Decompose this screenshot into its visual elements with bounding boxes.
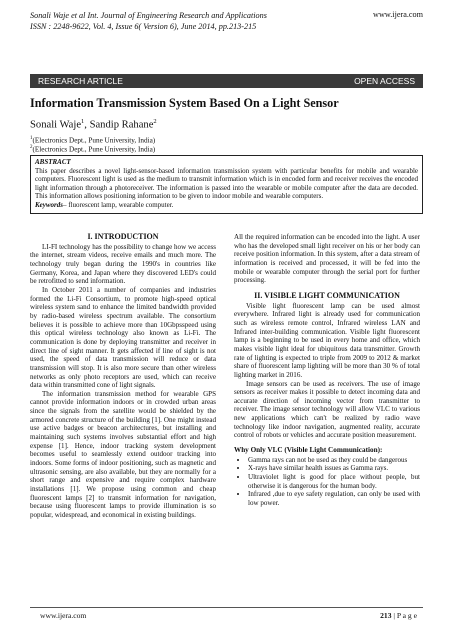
list-item: • Gamma rays can not be used as they could be dangerous <box>248 456 420 465</box>
keywords-text: – fluorescent lamp, wearable computer. <box>63 200 174 209</box>
abstract-text: This paper describes a novel light-sensor-based information transmission system with particular benefits for mobile and wearable computers. Fluorescent light is used as the medium to transmit information which is in encoded form and receiver receives the encoded light information through a photoreceiver. The information is passed into the wearable or mobile computer after the data are decoded. This information allows positioning information to be given to indoor mobile and wearable computers. <box>35 166 418 201</box>
affiliation-superscript: 1 <box>30 136 33 141</box>
journal-line: Sonali Waje et al Int. Journal of Engineering Research and Applications <box>30 11 267 20</box>
subheading-why-vlc: Why Only VLC (Visible Light Communication): <box>234 446 383 455</box>
left-column <box>30 233 216 520</box>
affiliation-text: (Electronics Dept., Pune University, India) <box>32 145 156 154</box>
section-heading-vlc: II. VISIBLE LIGHT COMMUNICATION <box>254 290 400 300</box>
keywords-label: Keywords <box>35 200 63 209</box>
paragraph: Visible light fluorescent lamp can be used almost everywhere. Infrared light is already used for communication such as wireless remote control, Infrared wireless LAN and Infrared inter-building communication. Visible light fluorescent lamp is a beginning to be used in every home and office, which makes visible light ideal for ubiquitous data transmitter. Growth rate of lighting is expected to triple from 2009 to 2012 & market share of fluorescent lamp lighting will be more than 30 % of total lighting market in 2016. <box>234 301 420 379</box>
author-superscript: 1 <box>81 118 85 125</box>
keywords-line <box>35 201 418 210</box>
list-item: • Ultraviolet light is good for place without people, but otherwise it is dangerous for the human body. <box>248 473 420 490</box>
author-name: Sonali Waje <box>30 119 82 131</box>
footer-website: www.ijera.com <box>40 611 87 620</box>
list-item: • Infrared ,due to eye safety regulation, can only be used with low power. <box>248 490 420 507</box>
research-article-label: RESEARCH ARTICLE <box>38 76 123 86</box>
footer-page <box>380 611 417 620</box>
right-column <box>234 233 420 508</box>
abstract-box <box>30 155 423 214</box>
journal-header <box>30 10 267 32</box>
list-item: • X-rays have similar health issues as Gamma rays. <box>248 464 420 473</box>
affiliation-2 <box>30 143 155 154</box>
page-number: 213 <box>380 611 392 620</box>
header-website: www.ijera.com <box>373 10 423 19</box>
author-name: , Sandip Rahane <box>84 119 154 131</box>
paper-title: Information Transmission System Based On a Light Sensor <box>30 96 339 110</box>
open-access-label: OPEN ACCESS <box>354 76 415 86</box>
paragraph: LI-FI technology has the possibility to change how we access the internet, stream videos, receive emails and much more. The technology truly began during the 1990's in countries like Germany, Korea, and Japan where they discovered LED's could be retrofitted to send information. <box>30 242 216 286</box>
abstract-heading: ABSTRACT <box>35 158 71 166</box>
authors <box>30 118 157 131</box>
author-superscript: 2 <box>153 118 157 125</box>
footer-rule <box>30 607 423 608</box>
section-heading-introduction: I. INTRODUCTION <box>87 232 159 241</box>
article-type-band <box>30 74 423 88</box>
paragraph: The information transmission method for wearable GPS cannot provide information indoors or in crowded urban areas since the signals from the satellite would be shielded by the armored concrete structure of the building [1]. One might instead use active badges or beacon architectures, but installing and maintaining such systems involves substantial effort and high expense [1]. Hence, indoor tracking system development becomes useful to seamlessly extend outdoor tracking into indoors. Some forms of indoor positioning, such as magnetic and ultrasonic sensing, are also available, but they are normally for a short range and expensive and require complex hardware installations [1]. We propose using common and cheap fluorescent lamps [2] to transmit information for navigation, because using fluorescent lamps to provide illumination is so popular, widespread, and economical in existing buildings. <box>30 389 216 519</box>
paragraph: Image sensors can be used as receivers. The use of image sensors as receiver makes it possible to detect incoming data and accurate direction of incoming vector from transmitter to receiver. The image sensor technology will allow VLC to various new applications which can't be realized by radio wave technology like indoor navigation, augmented reality, accurate control of robots or vehicles and accurate position measurement. <box>234 379 420 440</box>
page-label: | P a g e <box>391 611 417 620</box>
paragraph: In October 2011 a number of companies and industries formed the Li-Fi Consortium, to promote high-speed optical wireless system sand to enhance the limited bandwidth provided by radio-based wireless spectrum available. The consortium believes it is possible to achieve more than 10Gbpsspeed using this optical wireless technology also known as Li-Fi. The communication is done by deploying transmitter and receiver in direct line of sight manner. It gets affected if line of sight is not used, the speed of data transmission will reduce or data transmission will stop. It is also more secure than other wireless networks as only photo receptors are used, which can receive data within transmitted cone of light signals. <box>30 285 216 390</box>
affiliation-text: (Electronics Dept., Pune University, India) <box>32 136 156 145</box>
affiliation-superscript: 2 <box>30 145 33 150</box>
paragraph: All the required information can be encoded into the light. A user who has the developed small light receiver on his or her body can receive position information. In this system, after a data stream of information is received and processed, it will be fed into the mobile or wearable computer through the serial port for further processing. <box>234 233 420 285</box>
bullet-list <box>234 456 420 508</box>
issn-line: ISSN : 2248-9622, Vol. 4, Issue 6( Version 6), June 2014, pp.213-215 <box>30 22 257 31</box>
